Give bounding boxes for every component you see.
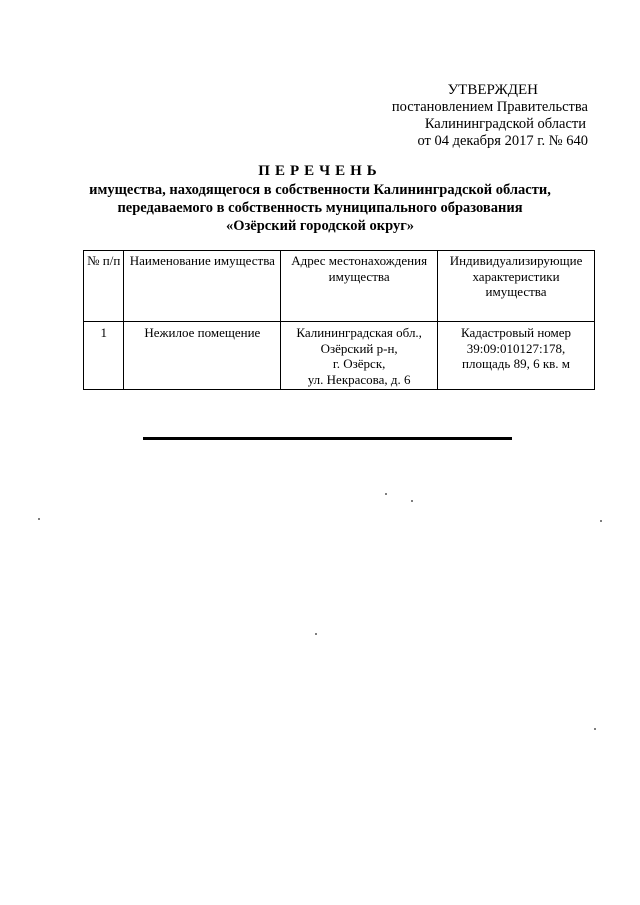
property-table (83, 250, 595, 390)
header-number: № п/п (84, 251, 124, 322)
row-number: 1 (84, 322, 124, 390)
address-line: ул. Некрасова, д. 6 (307, 371, 411, 387)
scan-speck (385, 493, 387, 495)
document-title: ПЕРЕЧЕНЬ (258, 163, 382, 179)
address-line: г. Озёрск, (332, 356, 386, 371)
title-line-2: передаваемого в собственность муниципального образования (117, 200, 523, 216)
closing-rule (143, 437, 512, 440)
scan-speck (315, 633, 317, 635)
title-line-1: имущества, находящегося в собственности Калининградской области, (89, 182, 551, 198)
approval-stamp (348, 82, 588, 150)
approval-heading: УТВЕРЖДЕН (447, 82, 538, 98)
table-row (84, 322, 595, 390)
scan-speck (600, 520, 602, 522)
table-header-row (84, 251, 595, 322)
header-characteristics: Индивидуализирующие характеристики имущества (438, 251, 595, 322)
header-name: Наименование имущества (124, 251, 281, 322)
row-name: Нежилое помещение (124, 322, 281, 390)
characteristics-line: Кадастровый номер (460, 325, 572, 340)
row-characteristics (438, 322, 595, 390)
address-line: Озёрский р-н, (320, 340, 398, 356)
characteristics-line: площадь 89, 6 кв. м (462, 356, 570, 371)
approval-line-2: Калининградской области (424, 116, 586, 132)
row-address (281, 322, 438, 390)
scan-speck (594, 728, 596, 730)
header-address: Адрес местонахождения имущества (281, 251, 438, 322)
title-line-3: «Озёрский городской округ» (225, 218, 415, 234)
approval-line-3: от 04 декабря 2017 г. № 640 (417, 133, 588, 149)
scan-speck (411, 500, 413, 502)
scan-speck (38, 518, 40, 520)
document-title-block (60, 162, 580, 235)
address-line: Калининградская обл., (296, 325, 422, 340)
approval-line-1: постановлением Правительства (391, 99, 588, 115)
characteristics-line: 39:09:010127:178, (466, 340, 566, 356)
